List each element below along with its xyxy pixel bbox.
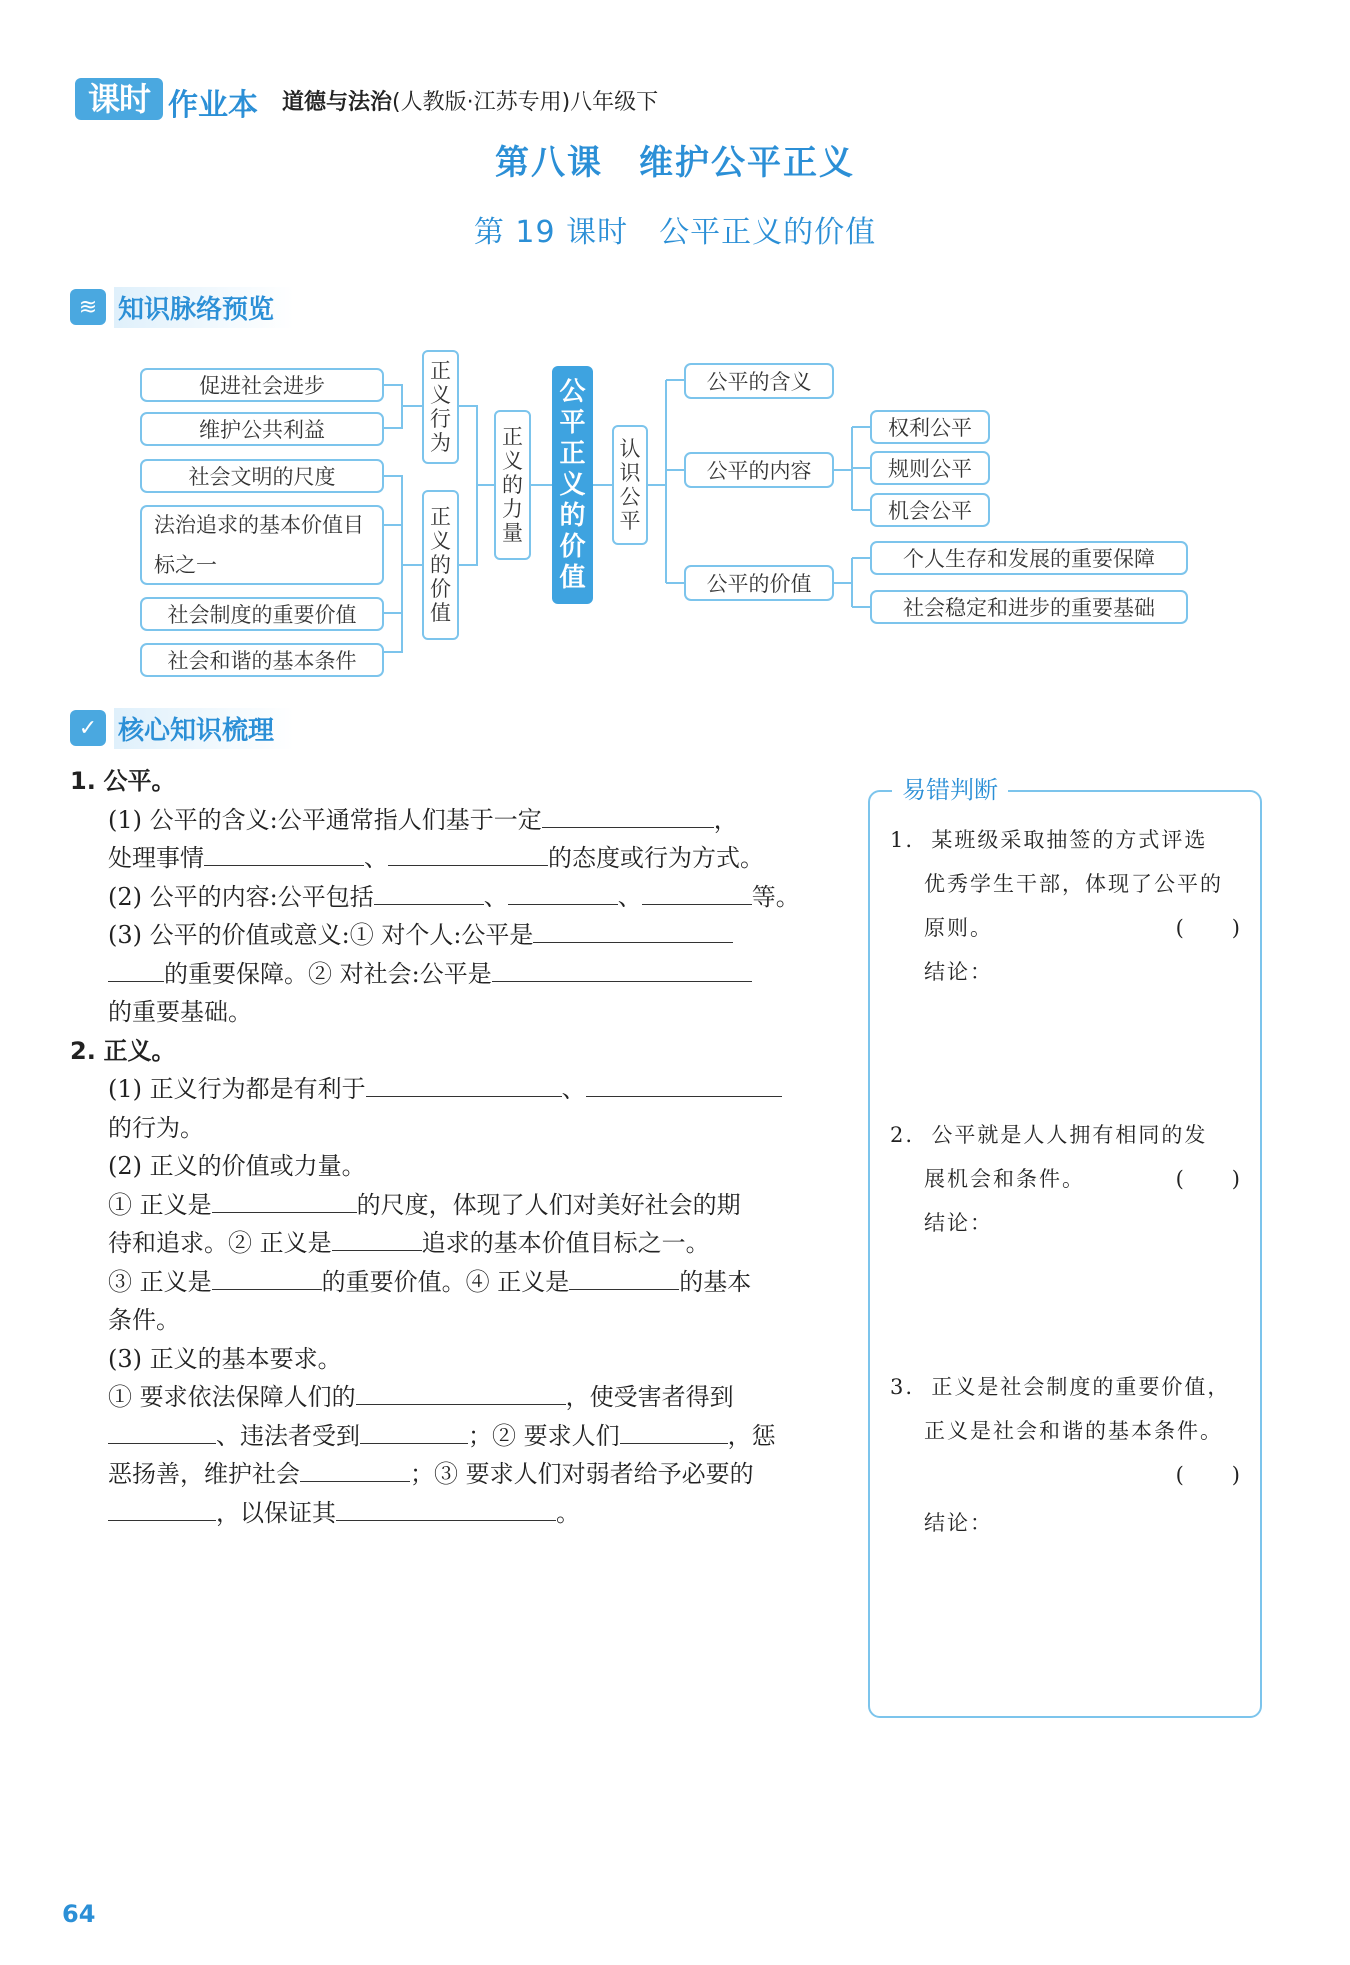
text: 的基本 <box>679 1267 752 1296</box>
fill-blank[interactable] <box>108 1498 216 1521</box>
answer-paren[interactable]: ( ) <box>1175 916 1242 940</box>
fill-blank[interactable] <box>542 805 714 828</box>
text: 待和追求。② 正义是 <box>108 1229 332 1257</box>
knowledge-body <box>70 762 830 1532</box>
fill-blank[interactable] <box>212 1267 322 1290</box>
fill-blank[interactable] <box>332 1228 422 1251</box>
text: (1) 公平的含义:公平通常指人们基于一定 <box>108 805 542 834</box>
fill-blank[interactable] <box>374 882 484 905</box>
section-header-core <box>70 708 294 748</box>
fill-blank[interactable] <box>108 959 164 982</box>
item-number: 1. <box>70 767 96 795</box>
page-number: 64 <box>62 1900 96 1928</box>
answer-paren[interactable]: ( ) <box>1175 1167 1242 1191</box>
fill-blank[interactable] <box>388 843 548 866</box>
mindmap-item: 机会公平 <box>870 493 990 527</box>
text: ，惩 <box>727 1421 776 1450</box>
text: (2) 公平的内容:公平包括 <box>108 882 374 911</box>
text: ；② 要求人们 <box>468 1421 620 1450</box>
text: 、 <box>483 882 508 911</box>
text: 展机会和条件。 <box>924 1167 1085 1191</box>
mindmap-item: 促进社会进步 <box>140 368 384 402</box>
text: 正义是社会和谐的基本条件。 <box>924 1419 1223 1443</box>
brand-name: 作业本 <box>168 88 258 123</box>
text: 、违法者受到 <box>216 1421 360 1450</box>
lesson-title: 第八课 维护公平正义 <box>495 143 855 183</box>
book-subtitle <box>282 85 658 116</box>
mindmap-item: 个人生存和发展的重要保障 <box>870 541 1188 575</box>
section-label: 核心知识梳理 <box>114 708 294 749</box>
section-header-overview <box>70 287 294 327</box>
text: 、 <box>364 844 388 872</box>
text: ，使受害者得到 <box>565 1383 734 1411</box>
text: 、 <box>617 882 642 911</box>
text: (1) 正义行为都是有利于 <box>108 1075 366 1103</box>
branch-label-know-fairness: 认识公平 <box>612 425 648 545</box>
book-stack-icon: ≋ <box>70 289 106 325</box>
text: 原则。 <box>924 916 993 940</box>
text: 、 <box>561 1075 586 1103</box>
text: ，以保证其 <box>216 1498 336 1527</box>
fill-blank[interactable] <box>360 1421 468 1444</box>
mindmap-item: 法治追求的基本价值目标之一 <box>140 505 384 585</box>
period-title: 第 19 课时 公平正义的价值 <box>473 215 877 250</box>
text: 的重要保障。② 对社会:公平是 <box>164 959 492 988</box>
fill-blank[interactable] <box>642 882 752 905</box>
text: 的重要基础。 <box>108 998 252 1026</box>
text: (3) 正义的基本要求。 <box>108 1344 342 1373</box>
fill-blank[interactable] <box>492 959 752 982</box>
edition: (人教版·江苏专用)八年级下 <box>392 90 659 115</box>
branch-label-justice-value: 正义的价值 <box>422 490 459 640</box>
text: 恶扬善，维护社会 <box>108 1460 300 1488</box>
fill-blank[interactable] <box>569 1267 679 1290</box>
mindmap-branch: 公平的内容 <box>684 452 834 488</box>
branch-label-just-behavior: 正义行为 <box>422 350 459 464</box>
text: 等。 <box>751 882 800 911</box>
error-judgment-title: 易错判断 <box>892 770 1008 805</box>
conclusion-label: 结论： <box>924 1511 993 1535</box>
fill-blank[interactable] <box>366 1074 562 1097</box>
item-number: 1. <box>890 828 915 852</box>
text: 。 <box>556 1498 580 1527</box>
item-number: 2. <box>890 1123 915 1147</box>
branch-label-justice-power: 正义的力量 <box>494 410 531 560</box>
subject: 道德与法治 <box>282 90 393 115</box>
fill-blank[interactable] <box>508 882 618 905</box>
fill-blank[interactable] <box>356 1382 566 1405</box>
item-title: 正义。 <box>103 1035 176 1065</box>
mindmap-branch: 公平的价值 <box>684 565 834 601</box>
mindmap-item: 社会制度的重要价值 <box>140 597 384 631</box>
text: 优秀学生干部，体现了公平的 <box>924 872 1223 896</box>
mindmap-item: 社会稳定和进步的重要基础 <box>870 590 1188 624</box>
text: 某班级采取抽签的方式评选 <box>931 828 1208 852</box>
text: 条件。 <box>108 1306 180 1334</box>
conclusion-label: 结论： <box>924 1211 993 1235</box>
text: 处理事情 <box>108 844 204 872</box>
mindmap-item: 维护公共利益 <box>140 412 384 446</box>
text: 的尺度，体现了人们对美好社会的期 <box>356 1190 741 1219</box>
text: 公平就是人人拥有相同的发 <box>931 1123 1208 1147</box>
fill-blank[interactable] <box>212 1190 357 1213</box>
text: 的行为。 <box>108 1113 204 1142</box>
brand-logo: 课时 <box>75 78 163 120</box>
judgment-item <box>890 1113 1242 1245</box>
fill-blank[interactable] <box>204 843 364 866</box>
text: 正义是社会制度的重要价值， <box>931 1375 1231 1399</box>
fill-blank[interactable] <box>533 920 733 943</box>
checkbox-icon: ✓ <box>70 710 106 746</box>
fill-blank[interactable] <box>300 1459 410 1482</box>
mindmap-item: 社会和谐的基本条件 <box>140 643 384 677</box>
section-label: 知识脉络预览 <box>114 287 294 328</box>
text: 的态度或行为方式。 <box>548 844 764 872</box>
text: 追求的基本价值目标之一。 <box>421 1229 710 1257</box>
text: ；③ 要求人们对弱者给予必要的 <box>410 1460 754 1488</box>
judgment-item <box>890 1365 1242 1545</box>
mindmap-item: 权利公平 <box>870 410 990 444</box>
fill-blank[interactable] <box>586 1074 782 1097</box>
text: ① 要求依法保障人们的 <box>108 1383 356 1411</box>
fill-blank[interactable] <box>620 1421 728 1444</box>
mindmap-branch: 公平的含义 <box>684 363 834 399</box>
text: ， <box>713 805 738 834</box>
mindmap-item: 社会文明的尺度 <box>140 459 384 493</box>
item-number: 3. <box>890 1375 915 1399</box>
judgment-item <box>890 818 1242 994</box>
fill-blank[interactable] <box>336 1498 556 1521</box>
answer-paren[interactable]: ( ) <box>1175 1463 1242 1487</box>
text: 的重要价值。④ 正义是 <box>321 1267 570 1296</box>
mindmap-item: 规则公平 <box>870 451 990 485</box>
text: ① 正义是 <box>108 1190 212 1219</box>
fill-blank[interactable] <box>108 1421 216 1444</box>
text: (2) 正义的价值或力量。 <box>108 1152 366 1180</box>
text: (3) 公平的价值或意义:① 对个人:公平是 <box>108 921 534 949</box>
item-number: 2. <box>70 1036 96 1065</box>
conclusion-label: 结论： <box>924 960 993 984</box>
item-title: 公平。 <box>103 766 176 795</box>
mindmap-center: 公平正义的价值 <box>552 366 593 604</box>
text: ③ 正义是 <box>108 1267 212 1296</box>
